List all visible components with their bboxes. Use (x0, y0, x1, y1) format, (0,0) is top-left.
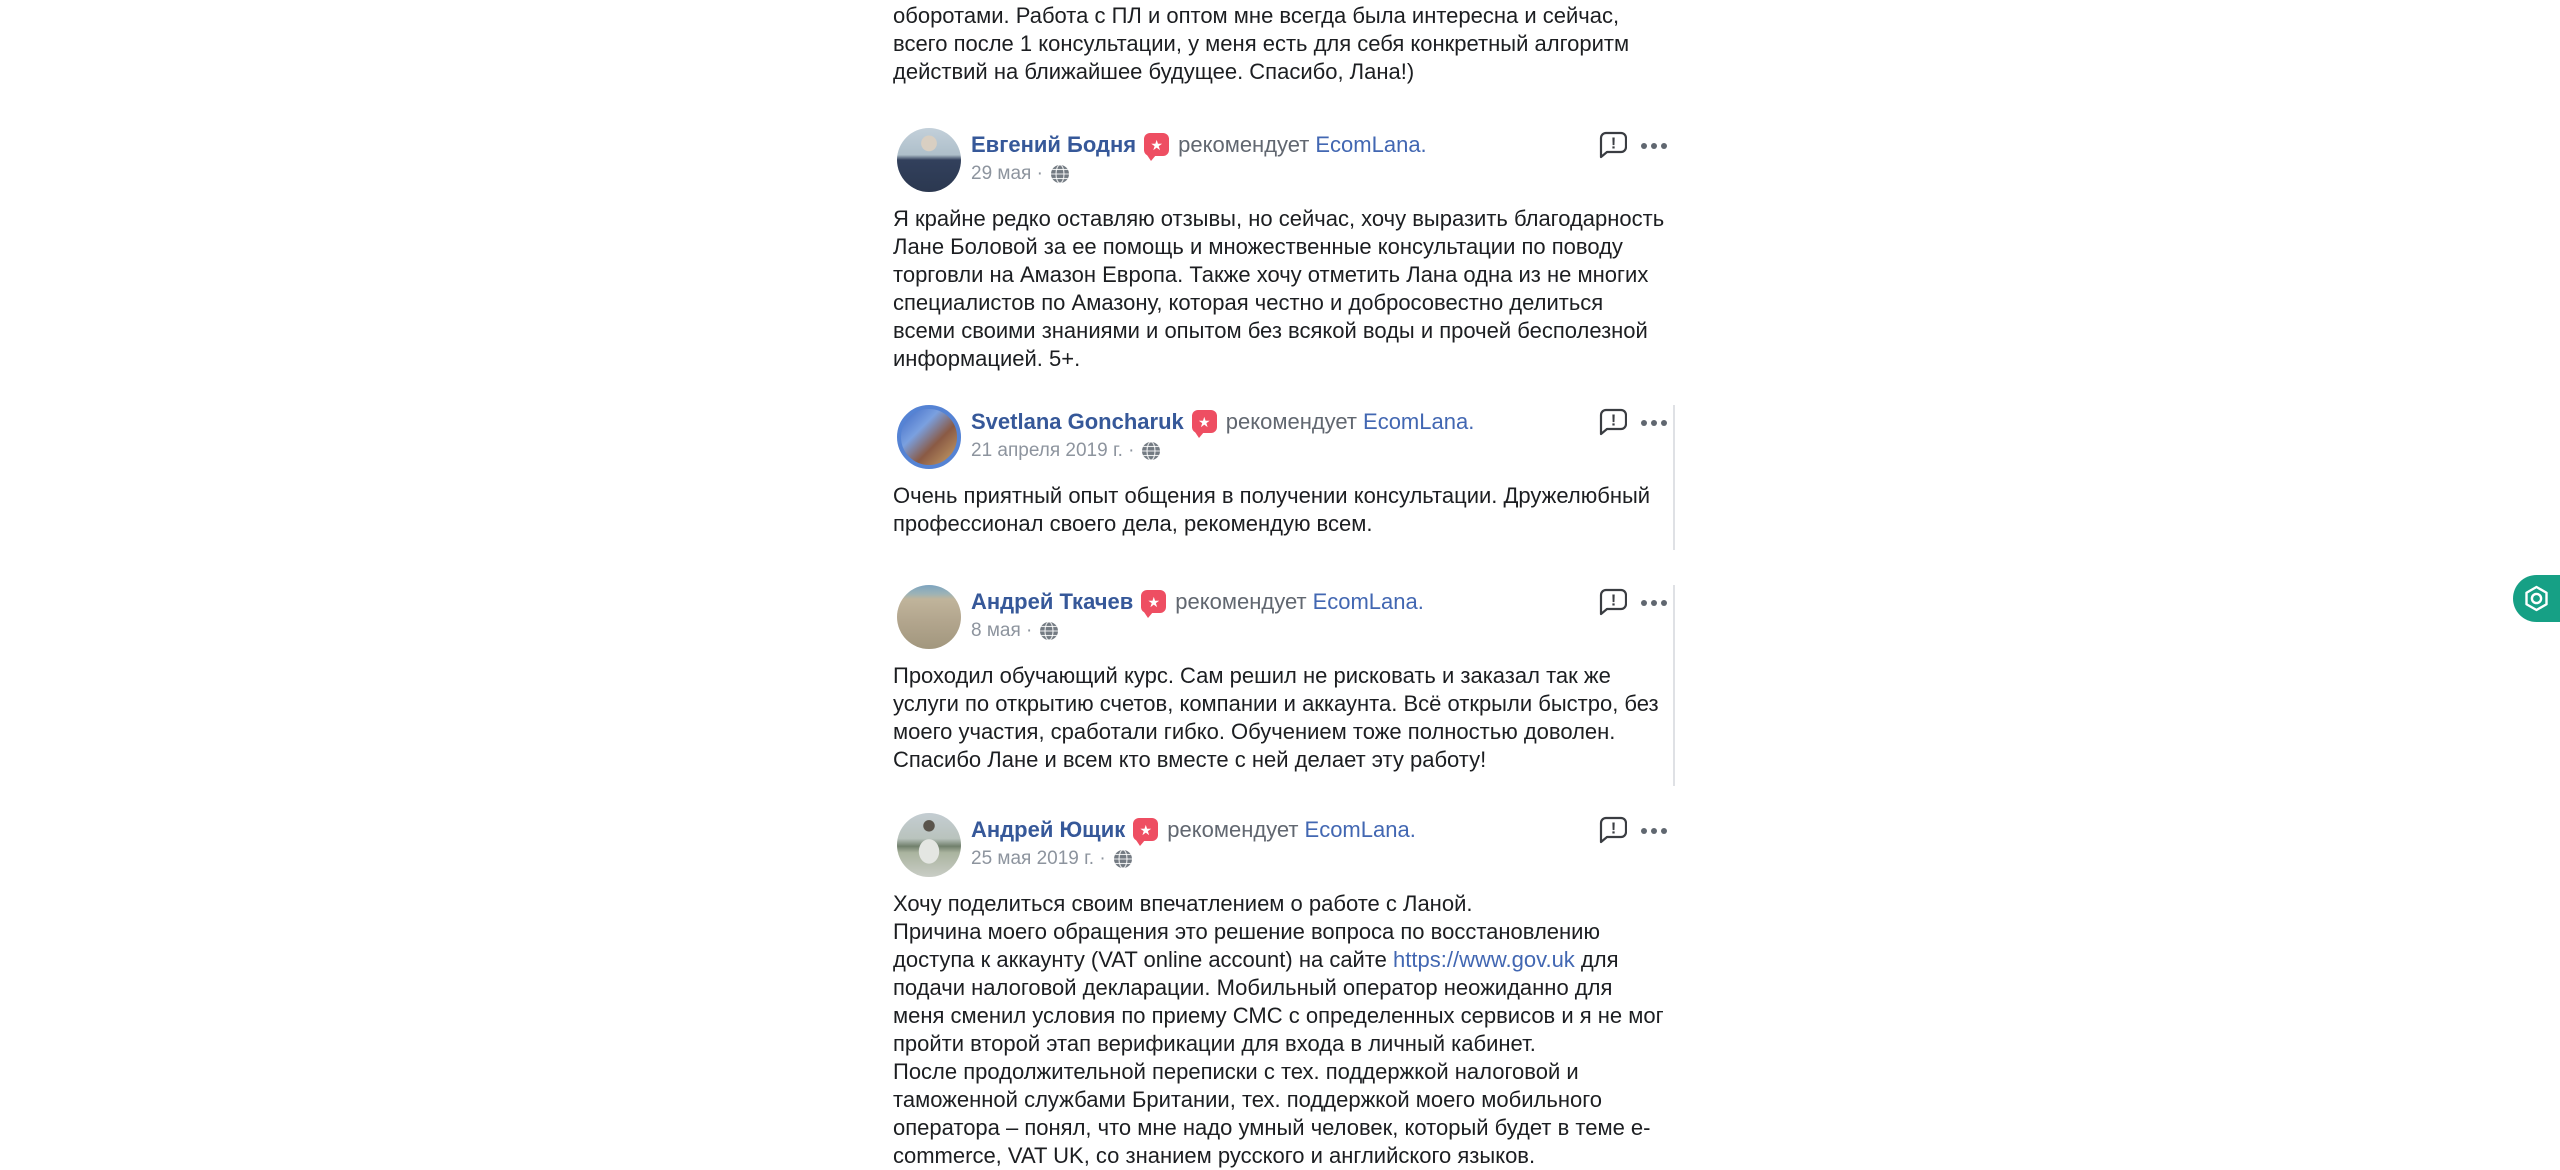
review-title-row (971, 408, 1673, 435)
review-actions (1596, 407, 1667, 442)
avatar[interactable] (897, 813, 961, 877)
ellipsis-menu-icon[interactable] (1641, 130, 1667, 160)
svg-text:!: ! (1610, 135, 1617, 153)
partial-review-text: оборотами. Работа с ПЛ и оптом мне всегда была интересна и сейчас, всего после 1 консультации, у меня есть для себя конкретный алгоритм действий на ближайшее будущее. Спасибо, Лана!) (893, 3, 1630, 84)
avatar[interactable] (897, 405, 961, 469)
review-body (893, 482, 1668, 538)
external-link[interactable]: https://www.gov.uk (1393, 947, 1575, 972)
globe-icon (1113, 849, 1133, 869)
review-header (893, 585, 1673, 649)
ellipsis-menu-icon[interactable] (1641, 587, 1667, 617)
author-link[interactable]: Андрей Ткачев (971, 589, 1134, 614)
avatar[interactable] (897, 585, 961, 649)
date-row (971, 163, 1673, 185)
svg-text:!: ! (1610, 592, 1617, 610)
svg-text:!: ! (1610, 412, 1617, 430)
recommends-label: рекомендует (1167, 817, 1299, 842)
report-bubble-icon[interactable] (1596, 407, 1627, 442)
timestamp-link[interactable]: 25 мая 2019 г. · (971, 848, 1106, 869)
review-actions (1596, 587, 1667, 622)
review-header (893, 813, 1673, 877)
review-paragraph: После продолжительной переписки с тех. поддержкой налоговой и таможенной службами Британии, тех. поддержкой моего мобильного оператора – понял, что мне надо умный человек, который будет в теме e-commerce, VAT UK, со знанием русского и английского языков. (893, 1059, 1651, 1168)
hexagon-aperture-icon (2523, 585, 2550, 612)
timestamp-link[interactable]: 8 мая · (971, 620, 1033, 641)
review-paragraph: Очень приятный опыт общения в получении консультации. Дружелюбный профессионал своего дела, рекомендую всем. (893, 483, 1651, 536)
review-meta (971, 405, 1673, 462)
review-body (893, 890, 1668, 1170)
svg-text:!: ! (1610, 820, 1617, 838)
report-bubble-icon[interactable] (1596, 587, 1627, 622)
recommends-label: рекомендует (1178, 132, 1310, 157)
review-meta (971, 128, 1673, 185)
recommend-badge-icon (1144, 133, 1169, 156)
review-post (893, 813, 1673, 1170)
author-link[interactable]: Евгений Бодня (971, 132, 1137, 157)
scrollbar[interactable] (1673, 585, 1675, 786)
report-bubble-icon[interactable] (1596, 130, 1627, 165)
review-paragraph: Хочу поделиться своим впечатлением о работе с Ланой. (893, 891, 1473, 916)
star-icon: ★ (1197, 413, 1211, 430)
timestamp-link[interactable]: 21 апреля 2019 г. · (971, 440, 1135, 461)
star-icon: ★ (1147, 593, 1161, 610)
review-post (893, 405, 1673, 538)
review-meta (971, 585, 1673, 642)
date-row (971, 620, 1673, 642)
avatar[interactable] (897, 128, 961, 192)
scrollbar[interactable] (1673, 405, 1675, 550)
recommend-badge-icon (1192, 410, 1217, 433)
review-paragraph: Проходил обучающий курс. Сам решил не рисковать и заказал так же услуги по открытию счетов, компании и аккаунта. Всё открыли быстро, без моего участия, сработали гибко. Обучением тоже полностью доволен. Спасибо Лане и всем кто вместе с ней делает эту работу! (893, 663, 1659, 772)
report-bubble-icon[interactable] (1596, 815, 1627, 850)
globe-icon (1039, 621, 1059, 641)
review-post (893, 585, 1673, 774)
timestamp-link[interactable]: 29 мая · (971, 163, 1043, 184)
review-title-row (971, 588, 1673, 615)
author-link[interactable]: Андрей Ющик (971, 817, 1126, 842)
globe-icon (1141, 441, 1161, 461)
page-link[interactable]: EcomLana. (1304, 817, 1416, 842)
review-title-row (971, 131, 1673, 158)
recommend-badge-icon (1133, 818, 1158, 841)
review-post (893, 128, 1673, 373)
review-header (893, 128, 1673, 192)
star-icon: ★ (1139, 821, 1153, 838)
ellipsis-menu-icon[interactable] (1641, 815, 1667, 845)
review-body (893, 662, 1668, 774)
review-meta (971, 813, 1673, 870)
recommends-label: рекомендует (1175, 589, 1307, 614)
date-row (971, 848, 1673, 870)
page-link[interactable]: EcomLana. (1363, 409, 1475, 434)
review-paragraph: Причина моего обращения это решение вопроса по восстановлению доступа к аккаунту (VAT online account) на сайте https://www.gov.uk для подачи налоговой декларации. Мобильный оператор неожиданно для меня сменил условия по приему СМС с определенных сервисов и я не мог пройти второй этап верификации для входа в личный кабинет. (893, 919, 1664, 1056)
recommends-label: рекомендует (1225, 409, 1358, 434)
date-row (971, 440, 1673, 462)
review-paragraph: Я крайне редко оставляю отзывы, но сейчас, хочу выразить благодарность Лане Боловой за ее помощь и множественные консультации по поводу торговли на Амазон Европа. Также хочу отметить Лана одна из не многих специалистов по Амазону, которая честно и добросовестно делиться всеми своими знаниями и опытом без всякой воды и прочей бесполезной информацией. 5+. (893, 206, 1665, 371)
recommend-badge-icon (1141, 590, 1166, 613)
review-header (893, 405, 1673, 469)
ellipsis-menu-icon[interactable] (1641, 407, 1667, 437)
page-link[interactable]: EcomLana. (1315, 132, 1427, 157)
globe-icon (1050, 164, 1070, 184)
author-link[interactable]: Svetlana Goncharuk (971, 409, 1184, 434)
review-title-row (971, 816, 1673, 843)
review-actions (1596, 815, 1667, 850)
star-icon: ★ (1150, 136, 1163, 153)
review-body (893, 205, 1668, 373)
page-link[interactable]: EcomLana. (1312, 589, 1424, 614)
review-actions (1596, 130, 1667, 165)
side-widget-button[interactable] (2513, 575, 2560, 622)
